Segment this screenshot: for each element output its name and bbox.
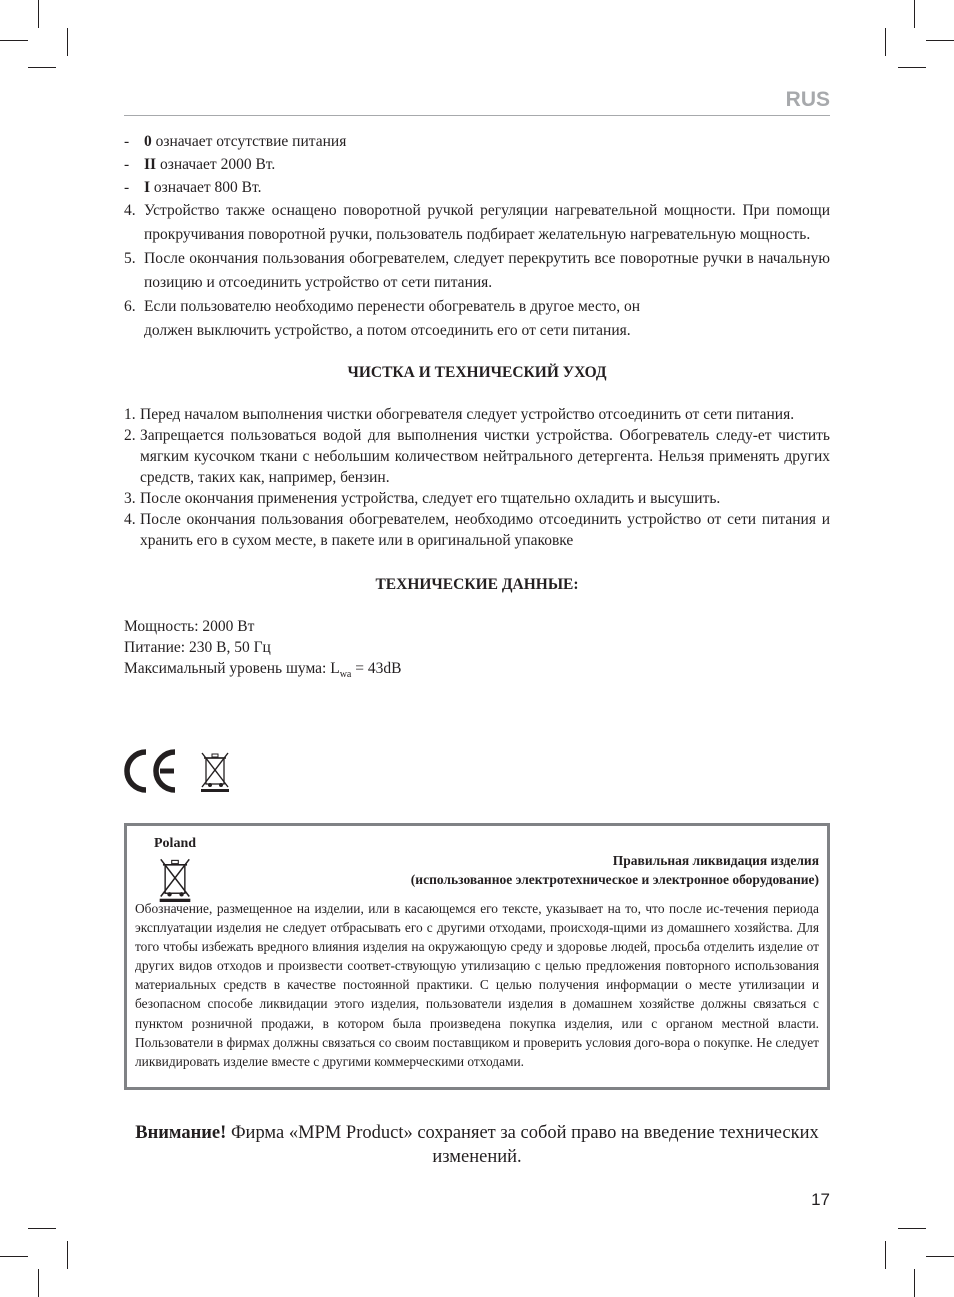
disposal-text: Обозначение, размещенное на изделии, или в касающемся его тексте, указывает на то, что после ис-течения периода эксплуатации изделия не следует отбрасывать его с другими отходами, происходя-щими из домашнего хозяйства. Для того чтобы избежать вредного влияния изделия на окружающую среду и здоровье людей, просьба отделить изделие от других видов отходов и произвести соответ-ствующую утилизацию с целью предложения повторного использования материальных средств в качестве постоянной практики. С целью получения информации о месте утилизации и безопасном способе ликвидации этого изделия, пользователи изделия в домашнем хозяйстве должны связаться с пунктом розничной продажи, в котором была произведена покупка изделия, или с органом местной власти. Пользователи в фирмах должны связаться со своим поставщиком и проверить условия дого-вора о покупке. Не следует ликвидировать изделие вместе с другими коммерческими отходами. [135,901,819,1069]
list-item: 5. После окончания пользования обогревателем, следует перекрутить все поворотные ручки в начальную позицию и отсоединить устройство от сети питания. [124,250,830,291]
disposal-info-box [124,823,830,1090]
spec-noise: Максимальный уровень шума: $L_{wa} = 43dB$ [124,660,402,681]
notice-text: Внимание! Фирма «MPM Product» сохраняет за собой право на введение технических изменений. [135,1123,819,1167]
main-content [124,130,830,685]
country-label: Poland [154,836,197,851]
list-item: - I означает 800 Вт. [124,179,262,196]
section-heading-cleaning: ЧИСТКА И ТЕХНИЧЕСКИЙ УХОД [347,364,607,381]
list-item: 1. Перед началом выполнения чистки обогревателя следует устройство отсоединить от сети питания. [124,406,795,423]
list-item: 4. После окончания пользования обогревателем, необходимо отсоединить устройство от сети питания и хранить его в сухом месте, в пакете или в оригинальной упаковке [124,511,830,549]
list-item: - 0 означает отсутствие питания [124,133,347,150]
header-rule [124,115,830,116]
section-heading-tech: ТЕХНИЧЕСКИЕ ДАННЫЕ: [375,576,579,593]
cleaning-list [124,404,830,551]
tech-specs [124,616,830,685]
certification-logos [124,748,244,794]
list-item: 4. Устройство также оснащено поворотной ручкой регуляции нагревательной мощности. При помощи прокручивания поворотной ручки, пользователь подбирает желательную нагревательную мощность. [124,202,830,243]
list-item: - II означает 2000 Вт. [124,156,276,173]
crossed-bin-icon [199,750,231,792]
crossed-bin-icon [155,856,195,902]
disposal-title: Правильная ликвидация изделия (использованное электротехническое и электронное оборудование) [410,853,819,887]
list-item: 3. После окончания применения устройства, следует его тщательно охладить и высушить. [124,490,721,507]
spec-supply: Питание: 230 В, 50 Гц [124,639,271,656]
list-item: 2. Запрещается пользоваться водой для выполнения чистки устройства. Обогреватель следу-ет чистить мягким кусочком ткани с небольшим количеством нейтрального детергента. Нельзя применять других средств, таких как, например, бензин. [124,427,830,486]
page-number: 17 [811,1190,830,1209]
list-item: 6. Если пользователю необходимо перенести обогреватель в другое место, он должен выключить устройство, а потом отсоединить его от сети питания. [124,298,641,339]
spec-power: Мощность: 2000 Вт [124,618,255,635]
language-label: RUS [785,88,830,111]
